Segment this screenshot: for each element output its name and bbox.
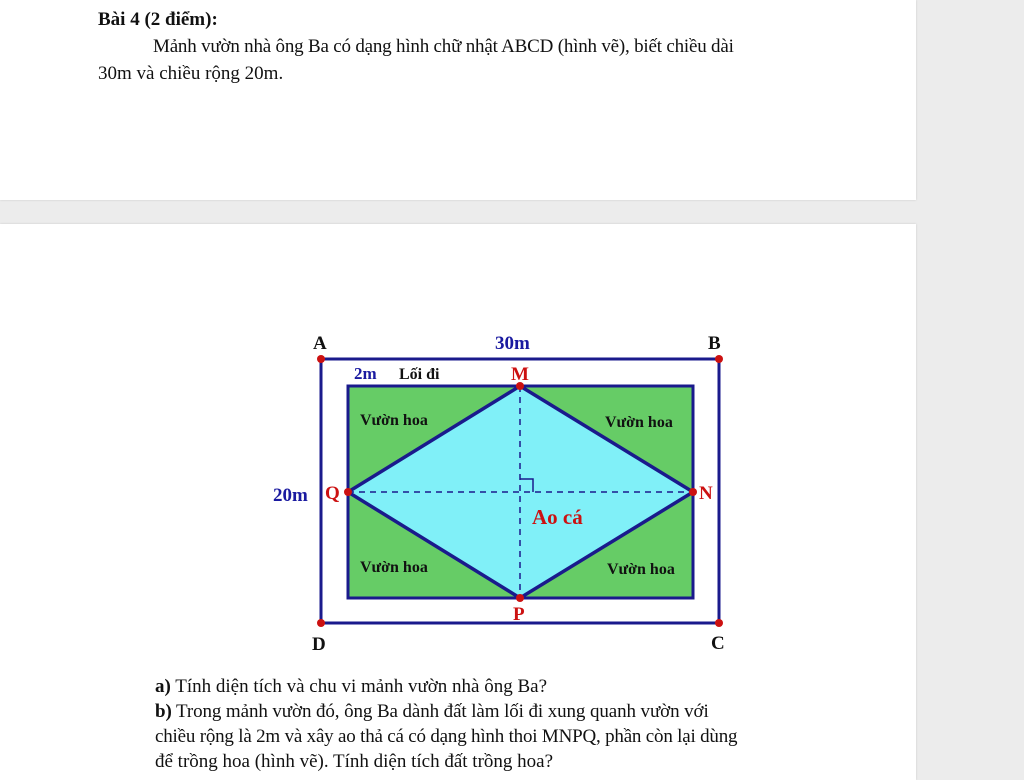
vertex-b-dot [715, 355, 723, 363]
page-1 [0, 0, 916, 200]
path-label: Lối đi [399, 366, 440, 383]
label-a: A [313, 333, 327, 354]
question-b-line-1-text: Trong mảnh vườn đó, ông Ba dành đất làm lối đi xung quanh vườn với [176, 701, 709, 722]
problem-intro-line-2: 30m và chiều rộng 20m. [98, 63, 284, 84]
question-a-marker: a) [155, 676, 171, 697]
label-d: D [312, 634, 326, 655]
garden-label-bottom-right: Vườn hoa [607, 561, 675, 578]
width-label: 20m [273, 485, 308, 506]
question-b-line-3: để trồng hoa (hình vẽ). Tính diện tích đất trồng hoa? [155, 751, 554, 772]
question-b-marker: b) [155, 701, 172, 722]
question-a [155, 674, 547, 700]
page-2 [0, 224, 916, 780]
label-c: C [711, 633, 725, 654]
length-label: 30m [495, 333, 530, 354]
question-b-line-1 [155, 699, 709, 725]
garden-label-top-left: Vườn hoa [360, 412, 428, 429]
problem-intro-line-1: Mảnh vườn nhà ông Ba có dạng hình chữ nhật ABCD (hình vẽ), biết chiều dài [153, 36, 734, 57]
pond-label: Ao cá [532, 505, 583, 529]
vertex-p-dot [516, 594, 524, 602]
question-a-text: Tính diện tích và chu vi mảnh vườn nhà ông Ba? [175, 676, 548, 697]
vertex-q-dot [344, 488, 352, 496]
label-n: N [699, 483, 713, 504]
label-m: M [511, 364, 529, 385]
label-b: B [708, 333, 721, 354]
vertex-d-dot [317, 619, 325, 627]
label-p: P [513, 604, 525, 625]
question-b-line-2: chiều rộng là 2m và xây ao thả cá có dạng hình thoi MNPQ, phần còn lại dùng [155, 726, 738, 747]
vertex-a-dot [317, 355, 325, 363]
path-width-label: 2m [354, 364, 377, 383]
vertex-c-dot [715, 619, 723, 627]
label-q: Q [325, 483, 340, 504]
problem-heading: Bài 4 (2 điểm): [98, 9, 218, 30]
vertex-n-dot [689, 488, 697, 496]
garden-label-top-right: Vườn hoa [605, 414, 673, 431]
garden-label-bottom-left: Vườn hoa [360, 559, 428, 576]
